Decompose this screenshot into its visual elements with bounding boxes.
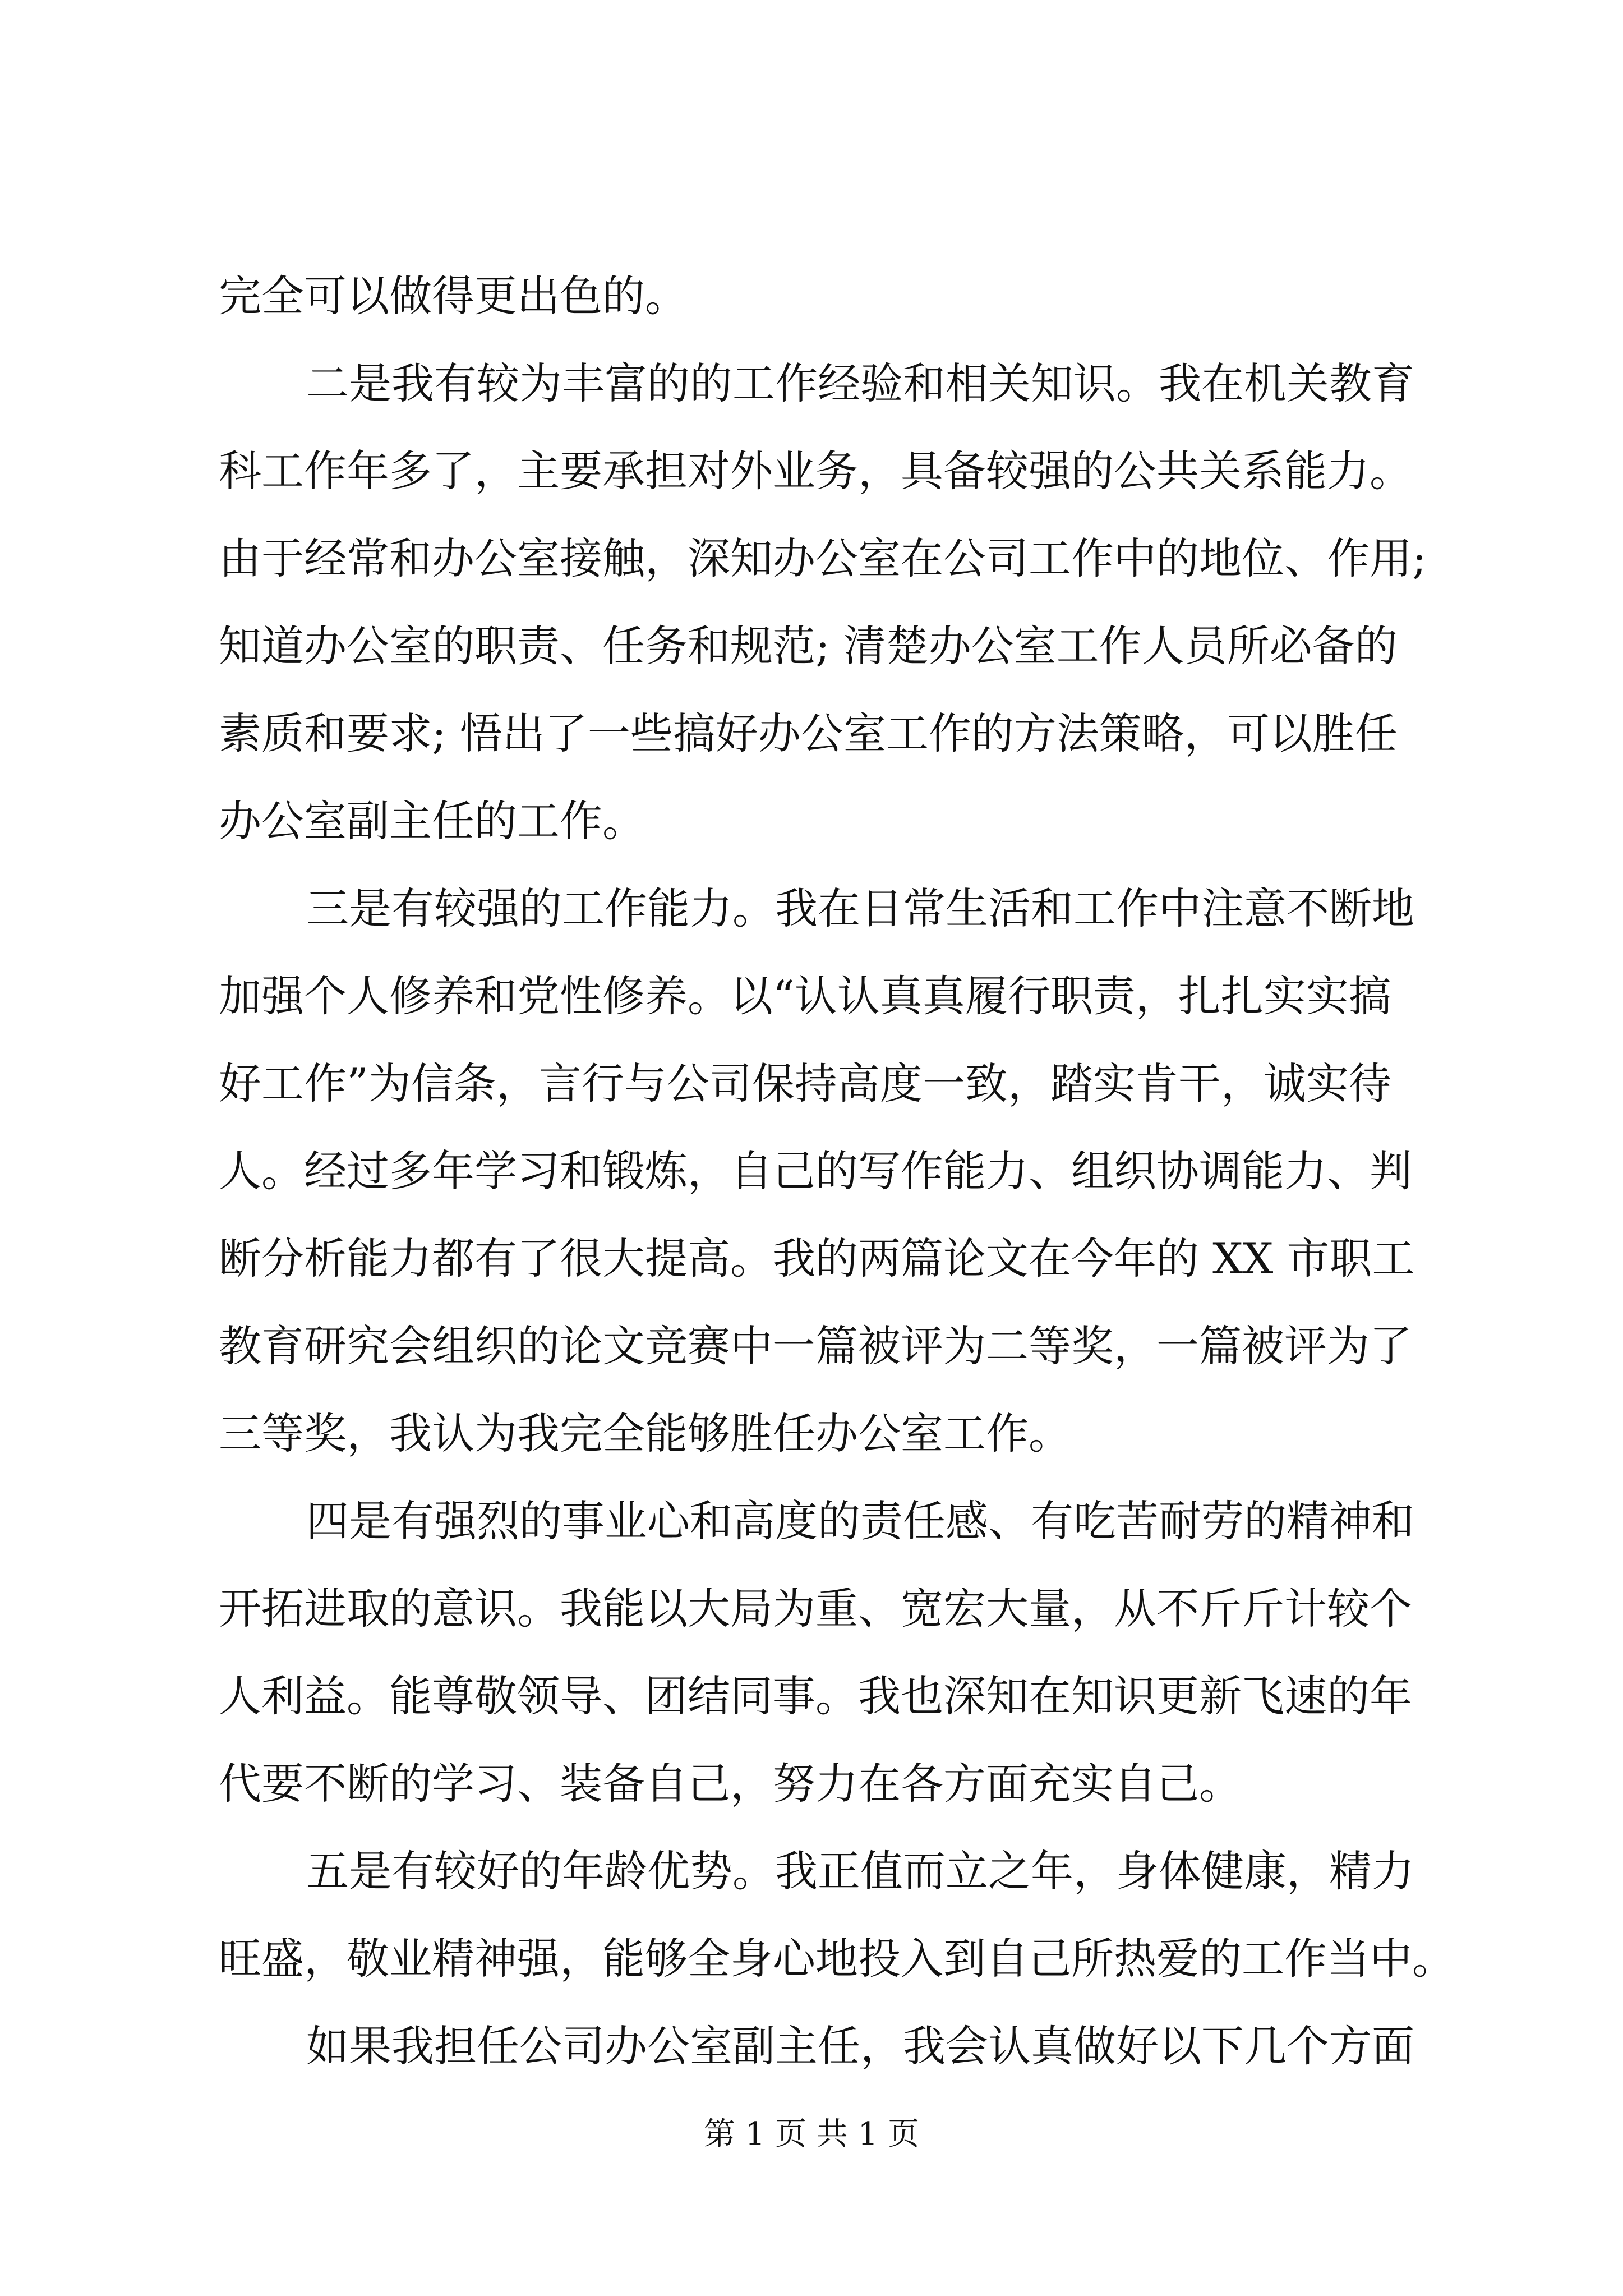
text-line: 三等奖，我认为我完全能够胜任办公室工作。	[219, 1409, 1071, 1458]
text-line: 加强个人修养和党性修养。以“认认真真履行职责，扎扎实实搞	[219, 971, 1391, 1021]
text-line: 如果我担任公司办公室副主任，我会认真做好以下几个方面	[306, 2021, 1414, 2071]
page-number: 第 1 页 共 1 页	[703, 2116, 920, 2152]
text-line: 科工作年多了，主要承担对外业务，具备较强的公共关系能力。	[219, 446, 1412, 496]
text-line: 二是我有较为丰富的的工作经验和相关知识。我在机关教育	[306, 358, 1414, 408]
text-line: 开拓进取的意识。我能以大局为重、宽宏大量，从不斤斤计较个	[219, 1584, 1412, 1634]
text-line: 素质和要求; 悟出了一些搞好办公室工作的方法策略，可以胜任	[219, 708, 1398, 758]
text-line: 五是有较好的年龄优势。我正值而立之年，身体健康，精力	[306, 1846, 1414, 1896]
text-line: 旺盛，敬业精神强，能够全身心地投入到自己所热爱的工作当中。	[219, 1934, 1455, 1984]
text-line: 完全可以做得更出色的。	[219, 271, 688, 321]
text-line: 办公室副主任的工作。	[219, 796, 645, 846]
document-body	[219, 252, 1455, 2090]
text-line: 知道办公室的职责、任务和规范; 清楚办公室工作人员所必备的	[219, 621, 1398, 671]
text-line: 断分析能力都有了很大提高。我的两篇论文在今年的 XX 市职工	[219, 1234, 1415, 1283]
text-line: 由于经常和办公室接触，深知办公室在公司工作中的地位、作用;	[219, 533, 1427, 583]
text-line: 好工作”为信条，言行与公司保持高度一致，踏实肯干，诚实待	[219, 1059, 1391, 1108]
text-line: 三是有较强的工作能力。我在日常生活和工作中注意不断地	[306, 884, 1414, 933]
text-line: 四是有强烈的事业心和高度的责任感、有吃苦耐劳的精神和	[306, 1496, 1414, 1546]
text-line: 人利益。能尊敬领导、团结同事。我也深知在知识更新飞速的年	[219, 1671, 1412, 1721]
text-line: 教育研究会组织的论文竞赛中一篇被评为二等奖，一篇被评为了	[219, 1321, 1412, 1371]
text-line: 人。经过多年学习和锻炼，自己的写作能力、组织协调能力、判	[219, 1146, 1412, 1196]
text-line: 代要不断的学习、装备自己，努力在各方面充实自己。	[219, 1759, 1242, 1809]
page-footer	[0, 2115, 1623, 2154]
